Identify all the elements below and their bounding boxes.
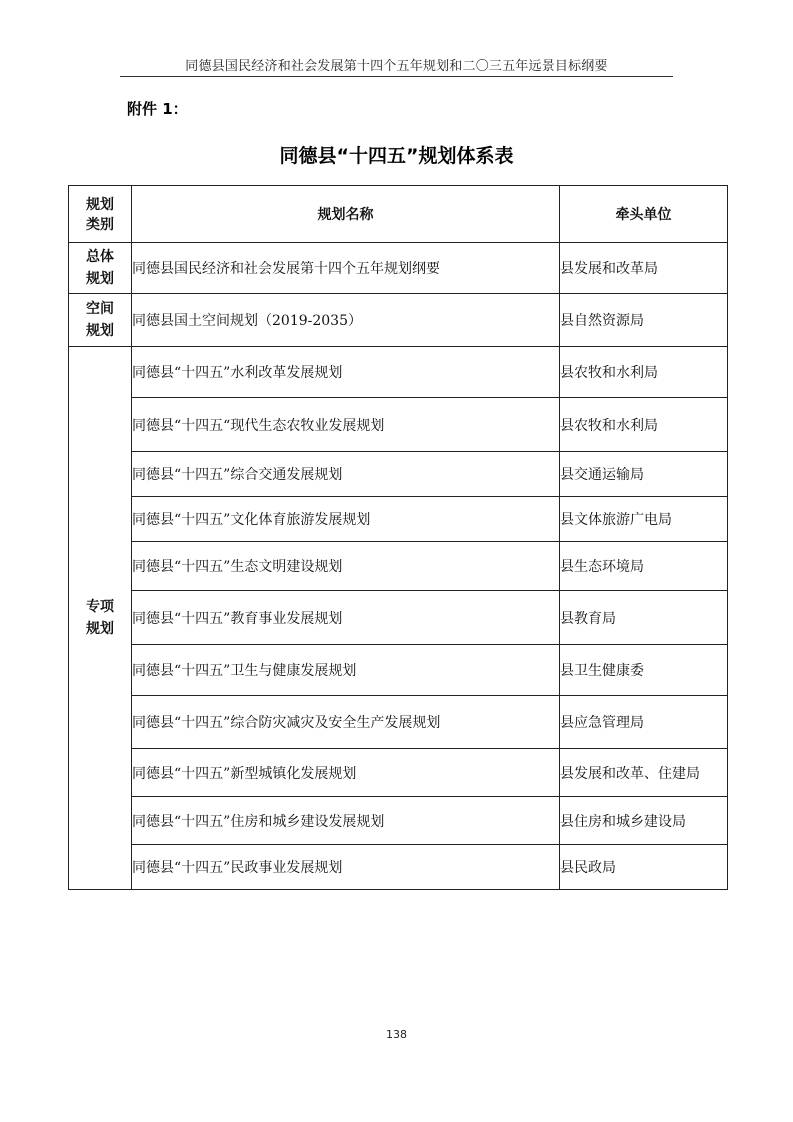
plan-name-cell: 同德县“十四五”新型城镇化发展规划 xyxy=(132,749,560,797)
plan-name-cell: 同德县“十四五”文化体育旅游发展规划 xyxy=(132,497,560,542)
plan-name-cell: 同德县“十四五”综合交通发展规划 xyxy=(132,452,560,497)
column-header-category xyxy=(69,186,132,243)
plan-name-cell: 同德县“十四五”水利改革发展规划 xyxy=(132,347,560,398)
lead-unit-cell: 县发展和改革局 xyxy=(560,243,728,294)
plan-name-cell: 同德县“十四五”民政事业发展规划 xyxy=(132,845,560,890)
category-label: 空间规划 xyxy=(86,301,114,339)
table-row xyxy=(69,645,728,696)
lead-unit-cell: 县文体旅游广电局 xyxy=(560,497,728,542)
lead-unit-cell: 县住房和城乡建设局 xyxy=(560,797,728,845)
page-title: 同德县“十四五”规划体系表 xyxy=(279,145,514,167)
lead-unit-cell: 县农牧和水利局 xyxy=(560,398,728,452)
lead-unit-cell: 县交通运输局 xyxy=(560,452,728,497)
plan-name-cell: 同德县“十四五”住房和城乡建设发展规划 xyxy=(132,797,560,845)
category-cell-overall xyxy=(69,243,132,294)
table-row xyxy=(69,696,728,749)
lead-unit-cell: 县发展和改革、住建局 xyxy=(560,749,728,797)
running-header: 同德县国民经济和社会发展第十四个五年规划和二〇三五年远景目标纲要 xyxy=(185,59,608,74)
table-row xyxy=(69,797,728,845)
lead-unit-cell: 县农牧和水利局 xyxy=(560,347,728,398)
page-number: 138 xyxy=(386,1028,407,1041)
table-row xyxy=(69,347,728,398)
lead-unit-cell: 县卫生健康委 xyxy=(560,645,728,696)
table-header-row xyxy=(69,186,728,243)
lead-unit-cell: 县民政局 xyxy=(560,845,728,890)
plan-name-cell: 同德县国民经济和社会发展第十四个五年规划纲要 xyxy=(132,243,560,294)
column-header-unit: 牵头单位 xyxy=(560,186,728,243)
plan-name-cell: 同德县“十四五”综合防灾减灾及安全生产发展规划 xyxy=(132,696,560,749)
plan-name-cell: 同德县“十四五“现代生态农牧业发展规划 xyxy=(132,398,560,452)
attachment-label: 附件 1： xyxy=(127,100,188,118)
column-header-category-text: 规划类别 xyxy=(86,197,114,233)
table-row xyxy=(69,243,728,294)
table-row xyxy=(69,542,728,591)
header-rule xyxy=(120,76,673,77)
lead-unit-cell: 县教育局 xyxy=(560,591,728,645)
lead-unit-cell: 县自然资源局 xyxy=(560,294,728,347)
category-label: 专项规划 xyxy=(86,599,114,637)
lead-unit-cell: 县生态环境局 xyxy=(560,542,728,591)
table-row xyxy=(69,497,728,542)
category-label: 总体规划 xyxy=(86,249,114,287)
plan-name-cell: 同德县“十四五”教育事业发展规划 xyxy=(132,591,560,645)
table-row xyxy=(69,398,728,452)
column-header-name: 规划名称 xyxy=(132,186,560,243)
category-cell-special xyxy=(69,347,132,890)
plan-name-cell: 同德县“十四五”卫生与健康发展规划 xyxy=(132,645,560,696)
table-row xyxy=(69,294,728,347)
table-row xyxy=(69,749,728,797)
plan-system-table xyxy=(68,185,728,890)
table-row xyxy=(69,452,728,497)
table-row xyxy=(69,591,728,645)
category-cell-spatial xyxy=(69,294,132,347)
plan-name-cell: 同德县国土空间规划（2019-2035） xyxy=(132,294,560,347)
plan-name-cell: 同德县“十四五”生态文明建设规划 xyxy=(132,542,560,591)
table-row xyxy=(69,845,728,890)
lead-unit-cell: 县应急管理局 xyxy=(560,696,728,749)
